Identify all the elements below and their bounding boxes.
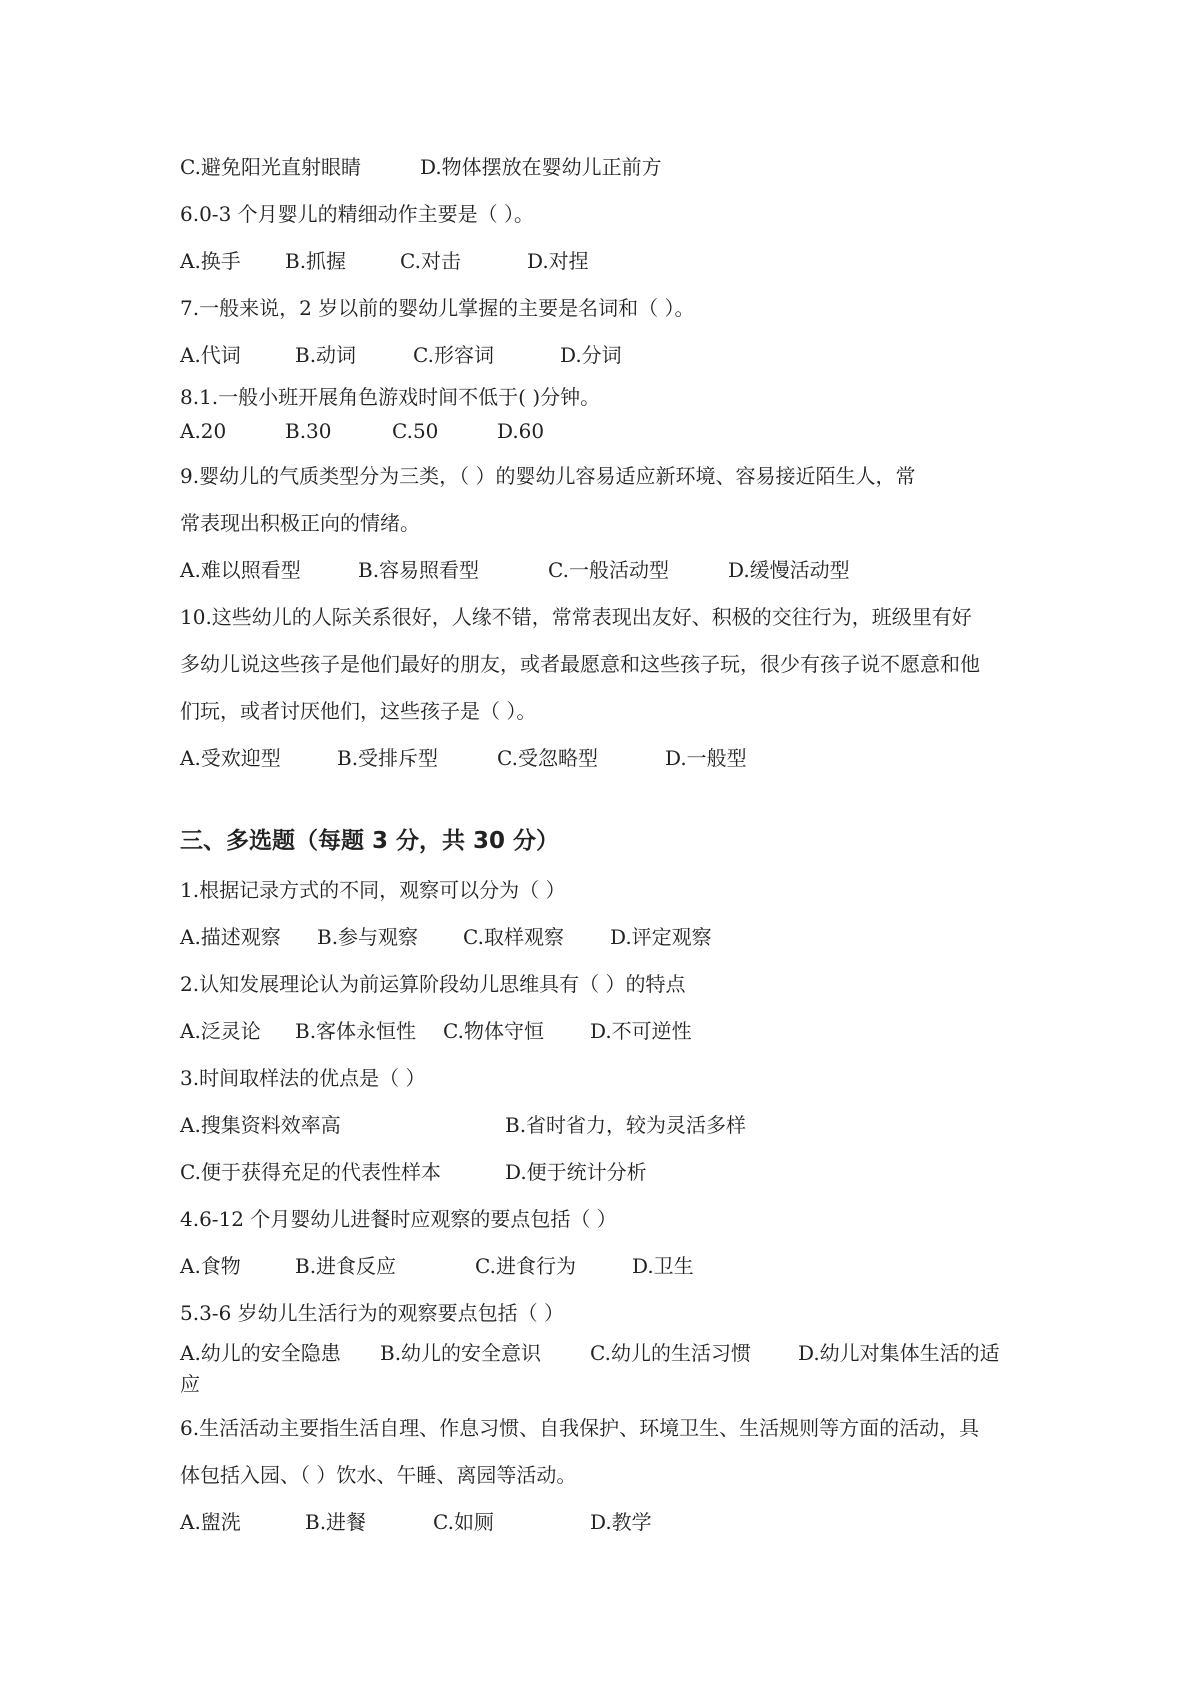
option-d: D.分词 xyxy=(560,343,622,367)
option-a: A.幼儿的安全隐患 xyxy=(180,1341,341,1365)
option-c: C.物体守恒 xyxy=(443,1019,544,1043)
option-b: B.幼儿的安全意识 xyxy=(380,1341,542,1365)
option-c: C.便于获得充足的代表性样本 xyxy=(180,1160,441,1184)
option-a: A.搜集资料效率高 xyxy=(180,1113,341,1137)
mc-question-3-stem: 3.时间取样法的优点是（ ） xyxy=(180,1066,426,1090)
option-b: B.抓握 xyxy=(285,249,347,273)
question-10-stem-line-1: 10.这些幼儿的人际关系很好，人缘不错，常常表现出友好、积极的交往行为，班级里有好 xyxy=(180,605,972,629)
option-d: D.教学 xyxy=(590,1510,652,1534)
option-d-wrap: 应 xyxy=(180,1372,200,1396)
question-9-stem-line-1: 9.婴幼儿的气质类型分为三类，（ ）的婴幼儿容易适应新环境、容易接近陌生人，常 xyxy=(180,464,916,488)
question-9-stem-line-2: 常表现出积极正向的情绪。 xyxy=(180,511,420,535)
option-d: D.幼儿对集体生活的适 xyxy=(798,1341,1000,1365)
option-c: C.如厕 xyxy=(433,1510,494,1534)
option-c: C.一般活动型 xyxy=(548,558,669,582)
mc-question-6-stem-line-1: 6.生活活动主要指生活自理、作息习惯、自我保护、环境卫生、生活规则等方面的活动，具 xyxy=(180,1416,980,1440)
option-b: B.容易照看型 xyxy=(358,558,480,582)
mc-question-5-stem: 5.3-6 岁幼儿生活行为的观察要点包括（ ） xyxy=(180,1301,565,1325)
option-d: D.物体摆放在婴幼儿正前方 xyxy=(420,155,662,179)
option-a: A.描述观察 xyxy=(180,925,281,949)
option-b: B.客体永恒性 xyxy=(295,1019,417,1043)
option-c: C.幼儿的生活习惯 xyxy=(590,1341,751,1365)
mc-question-2-stem: 2.认知发展理论认为前运算阶段幼儿思维具有（ ）的特点 xyxy=(180,972,686,996)
option-a: A.20 xyxy=(180,419,227,443)
option-b: B.30 xyxy=(285,419,332,443)
option-d: D.评定观察 xyxy=(610,925,712,949)
mc-question-4-stem: 4.6-12 个月婴幼儿进餐时应观察的要点包括（ ） xyxy=(180,1207,617,1231)
option-c: C.取样观察 xyxy=(463,925,564,949)
option-c: C.50 xyxy=(392,419,439,443)
mc-question-6-stem-line-2: 体包括入园、（ ）饮水、午睡、离园等活动。 xyxy=(180,1463,577,1487)
option-a: A.代词 xyxy=(180,343,241,367)
option-b: B.省时省力，较为灵活多样 xyxy=(505,1113,747,1137)
option-d: D.不可逆性 xyxy=(590,1019,692,1043)
option-b: B.受排斥型 xyxy=(337,746,439,770)
option-c: C.受忽略型 xyxy=(497,746,598,770)
option-b: B.进餐 xyxy=(305,1510,367,1534)
question-6-stem: 6.0-3 个月婴儿的精细动作主要是（ ）。 xyxy=(180,202,535,226)
option-d: D.便于统计分析 xyxy=(505,1160,647,1184)
option-d: D.一般型 xyxy=(665,746,747,770)
question-10-stem-line-3: 们玩，或者讨厌他们，这些孩子是（ ）。 xyxy=(180,699,537,723)
option-d: D.对捏 xyxy=(527,249,589,273)
option-b: B.进食反应 xyxy=(295,1254,397,1278)
option-b: B.动词 xyxy=(295,343,357,367)
option-c: C.形容词 xyxy=(413,343,494,367)
option-c: C.对击 xyxy=(400,249,461,273)
option-b: B.参与观察 xyxy=(317,925,419,949)
option-a: A.难以照看型 xyxy=(180,558,301,582)
option-c: C.避免阳光直射眼睛 xyxy=(180,155,361,179)
question-7-stem: 7.一般来说，2 岁以前的婴幼儿掌握的主要是名词和（ ）。 xyxy=(180,296,695,320)
option-d: D.缓慢活动型 xyxy=(728,558,850,582)
option-a: A.受欢迎型 xyxy=(180,746,281,770)
option-c: C.进食行为 xyxy=(475,1254,576,1278)
option-a: A.盥洗 xyxy=(180,1510,241,1534)
option-a: A.食物 xyxy=(180,1254,241,1278)
section-heading: 三、多选题（每题 3 分，共 30 分） xyxy=(180,828,560,854)
option-a: A.泛灵论 xyxy=(180,1019,261,1043)
question-8-stem: 8.1.一般小班开展角色游戏时间不低于( )分钟。 xyxy=(180,385,601,409)
option-d: D.卫生 xyxy=(632,1254,694,1278)
option-a: A.换手 xyxy=(180,249,241,273)
question-10-stem-line-2: 多幼儿说这些孩子是他们最好的朋友，或者最愿意和这些孩子玩，很少有孩子说不愿意和他 xyxy=(180,652,980,676)
mc-question-1-stem: 1.根据记录方式的不同，观察可以分为（ ） xyxy=(180,878,566,902)
option-d: D.60 xyxy=(497,419,545,443)
